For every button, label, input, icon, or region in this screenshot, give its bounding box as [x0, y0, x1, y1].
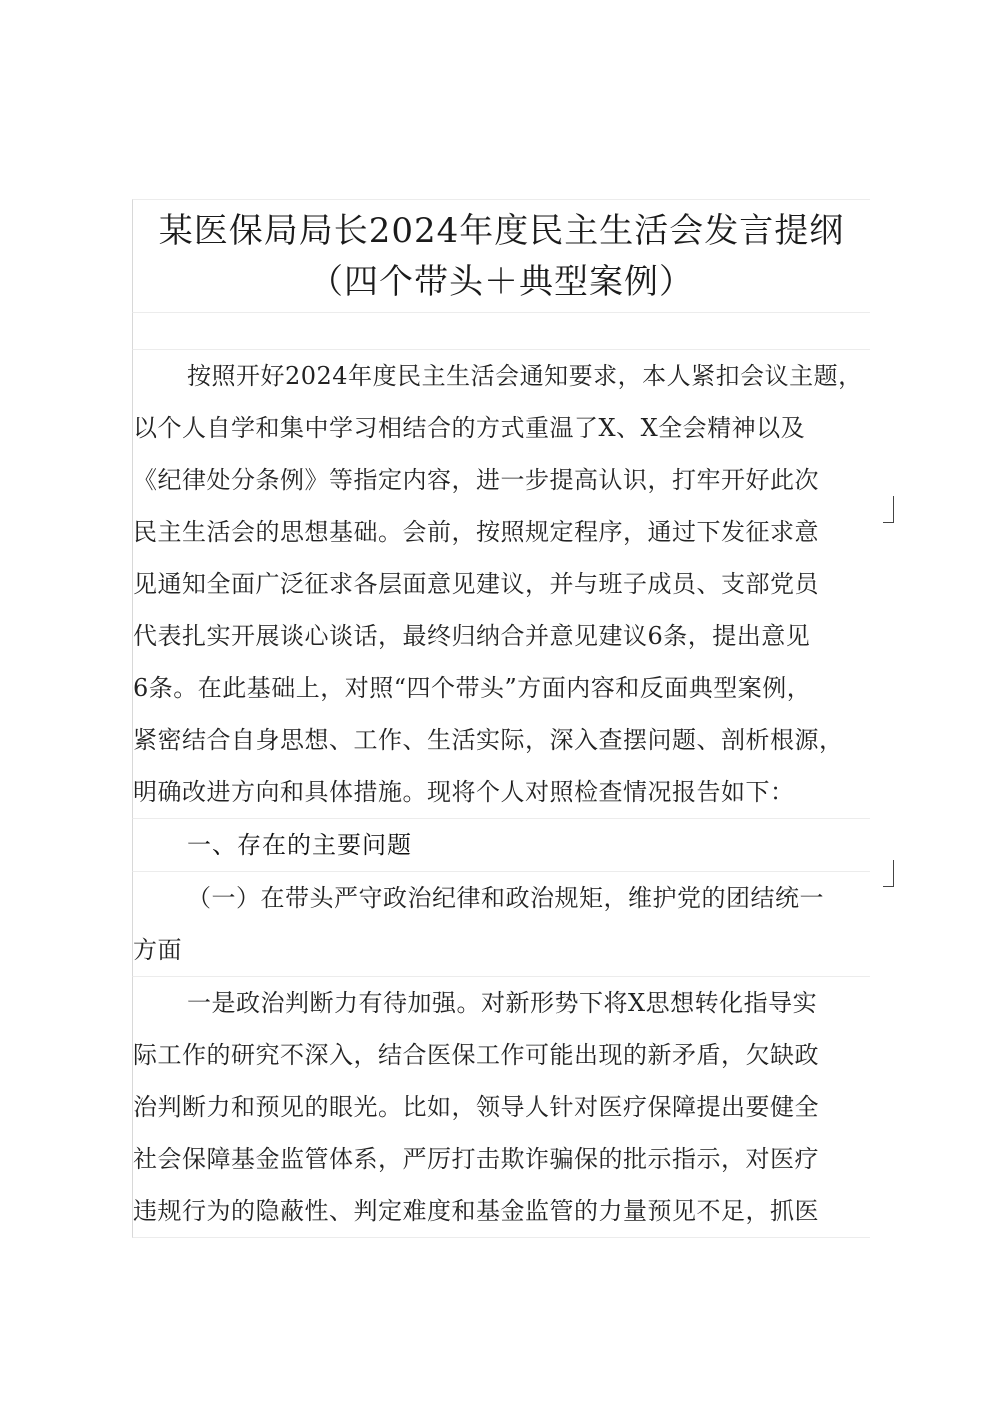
body-line: 治判断力和预见的眼光。比如，领导人针对医疗保障提出要健全: [133, 1093, 819, 1121]
body-line: 际工作的研究不深入，结合医保工作可能出现的新矛盾，欠缺政: [133, 1041, 819, 1069]
body-line: 一是政治判断力有待加强。对新形势下将X思想转化指导实: [187, 989, 818, 1017]
intro-line: 6条。在此基础上，对照“四个带头”方面内容和反面典型案例，: [133, 674, 812, 702]
body-line: 社会保障基金监管体系，严厉打击欺诈骗保的批示指示，对医疗: [133, 1145, 819, 1173]
document-title: 某医保局局长2024年度民主生活会发言提纲: [158, 211, 845, 251]
body-line: 违规行为的隐蔽性、判定难度和基金监管的力量预见不足，抓医: [133, 1197, 819, 1225]
document-subtitle: （四个带头＋典型案例）: [309, 262, 694, 302]
title-block: [132, 199, 870, 313]
intro-line: 以个人自学和集中学习相结合的方式重温了X、X全会精神以及: [133, 414, 806, 442]
intro-line: 《纪律处分条例》等指定内容，进一步提高认识，打牢开好此次: [133, 466, 819, 494]
intro-line: 紧密结合自身思想、工作、生活实际，深入查摆问题、剖析根源，: [133, 726, 844, 754]
intro-line: 见通知全面广泛征求各层面意见建议，并与班子成员、支部党员: [133, 570, 819, 598]
line-end-mark: [883, 860, 894, 887]
intro-line: 代表扎实开展谈心谈话，最终归纳合并意见建议6条，提出意见: [133, 622, 811, 650]
spacer: [132, 313, 870, 349]
intro-line: 民主生活会的思想基础。会前，按照规定程序，通过下发征求意: [133, 518, 819, 546]
intro-paragraph: [132, 349, 870, 818]
intro-line: 明确改进方向和具体措施。现将个人对照检查情况报告如下：: [133, 778, 795, 806]
document-page: [132, 199, 870, 1238]
section-heading: 一、存在的主要问题: [132, 818, 870, 871]
intro-line: 按照开好2024年度民主生活会通知要求，本人紧扣会议主题，: [187, 362, 863, 390]
subsection-line: 方面: [133, 936, 182, 964]
line-end-mark: [883, 496, 894, 523]
body-paragraph: [132, 976, 870, 1238]
subsection-line: （一）在带头严守政治纪律和政治规矩，维护党的团结统一: [187, 884, 824, 912]
subsection-heading: [132, 871, 870, 976]
